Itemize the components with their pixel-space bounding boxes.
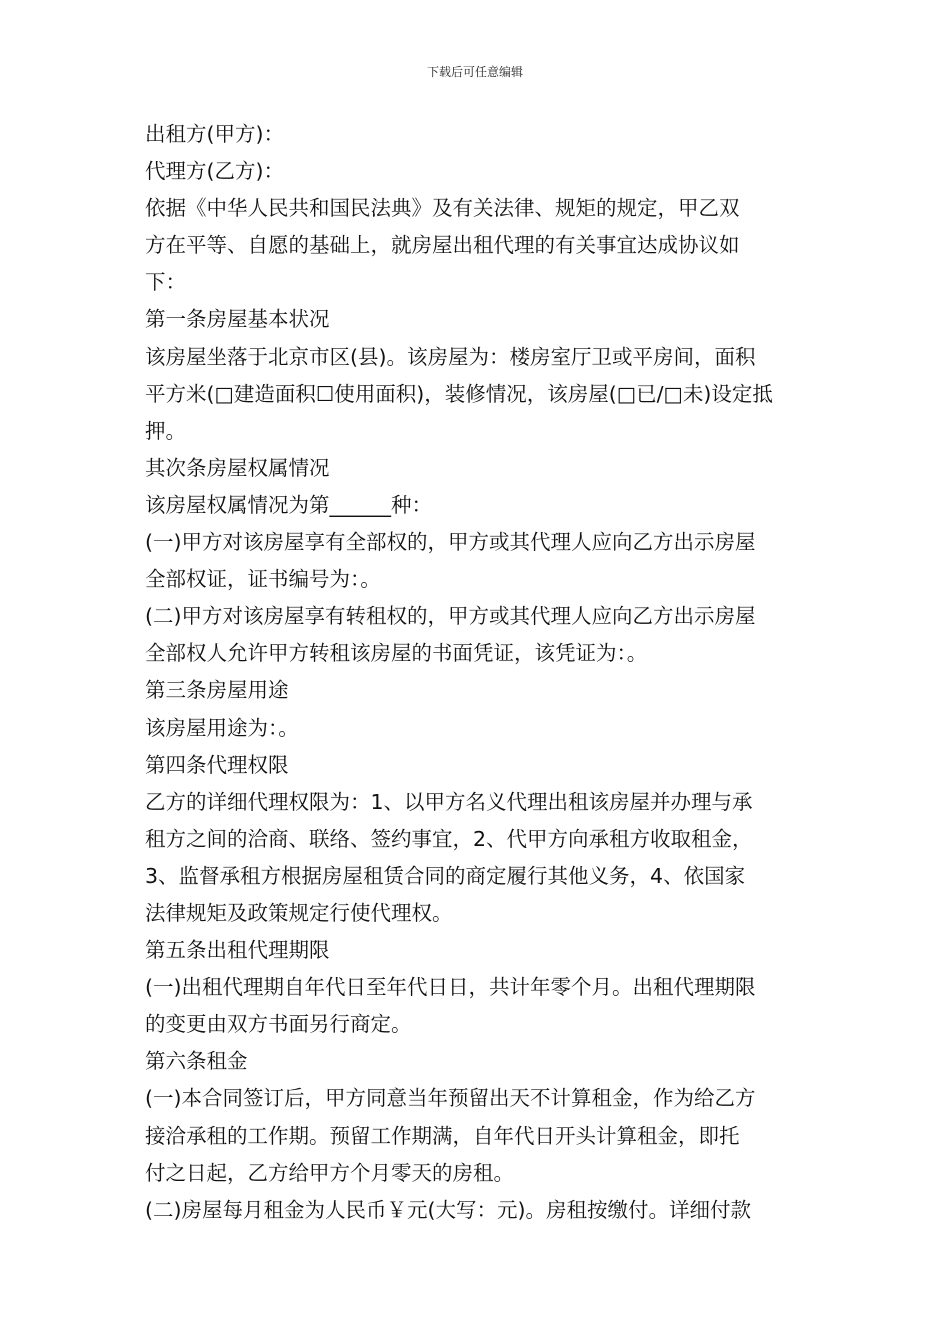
article-5-heading: 第五条出租代理期限 xyxy=(145,938,330,963)
article-2-text: (一)甲方对该房屋享有全部权的，甲方或其代理人应向乙方出示房屋 xyxy=(145,530,756,555)
party-b-line: 代理方(乙方)： xyxy=(145,159,284,184)
article-5-text: (一)出租代理期自年代日至年代日日，共计年零个月。出租代理期限 xyxy=(145,975,756,1000)
article-1-text: 平方米(□建造面积☐使用面积)，装修情况，该房屋(□已/□未)设定抵 xyxy=(145,381,773,406)
article-5-text: 的变更由双方书面另行商定。 xyxy=(145,1012,412,1037)
article-1-text: 押。 xyxy=(145,418,186,443)
article-3-text: 该房屋用途为：。 xyxy=(145,715,299,740)
article-1-text: 该房屋坐落于北京市区(县)。该房屋为：楼房室厅卫或平房间，面积 xyxy=(145,344,756,369)
article-4-heading: 第四条代理权限 xyxy=(145,752,289,777)
document-body xyxy=(145,116,825,1229)
article-2-text: 全部权证，证书编号为：。 xyxy=(145,567,381,592)
article-6-text: 付之日起，乙方给甲方个月零天的房租。 xyxy=(145,1160,514,1185)
article-1-heading: 第一条房屋基本状况 xyxy=(145,307,330,332)
article-2-text: 全部权人允许甲方转租该房屋的书面凭证，该凭证为：。 xyxy=(145,641,648,666)
article-3-heading: 第三条房屋用途 xyxy=(145,678,289,703)
article-6-heading: 第六条租金 xyxy=(145,1049,248,1074)
article-6-text: (二)房屋每月租金为人民币￥元(大写：元)。房租按缴付。详细付款 xyxy=(145,1197,751,1222)
preamble-line: 方在平等、自愿的基础上，就房屋出租代理的有关事宜达成协议如 xyxy=(145,233,740,258)
article-4-text: 3、监督承租方根据房屋租赁合同的商定履行其他义务，4、依国家 xyxy=(145,863,746,888)
article-2-text: (二)甲方对该房屋享有转租权的，甲方或其代理人应向乙方出示房屋 xyxy=(145,604,756,629)
page-header: 下载后可任意编辑 xyxy=(426,65,523,79)
article-4-text: 租方之间的洽商、联络、签约事宜，2、代甲方向承租方收取租金， xyxy=(145,826,753,851)
article-6-text: 接洽承租的工作期。预留工作期满，自年代日开头计算租金，即托 xyxy=(145,1123,740,1148)
preamble-line: 依据《中华人民共和国民法典》及有关法律、规矩的规定，甲乙双 xyxy=(145,196,740,221)
article-2-heading: 其次条房屋权属情况 xyxy=(145,455,330,480)
party-a-line: 出租方(甲方)： xyxy=(145,122,284,146)
article-2-text: 该房屋权属情况为第______种： xyxy=(145,492,432,517)
preamble-line: 下： xyxy=(145,270,186,295)
article-4-text: 法律规矩及政策规定行使代理权。 xyxy=(145,900,453,925)
article-4-text: 乙方的详细代理权限为：1、以甲方名义代理出租该房屋并办理与承 xyxy=(145,789,753,814)
article-6-text: (一)本合同签订后，甲方同意当年预留出天不计算租金，作为给乙方 xyxy=(145,1086,756,1111)
